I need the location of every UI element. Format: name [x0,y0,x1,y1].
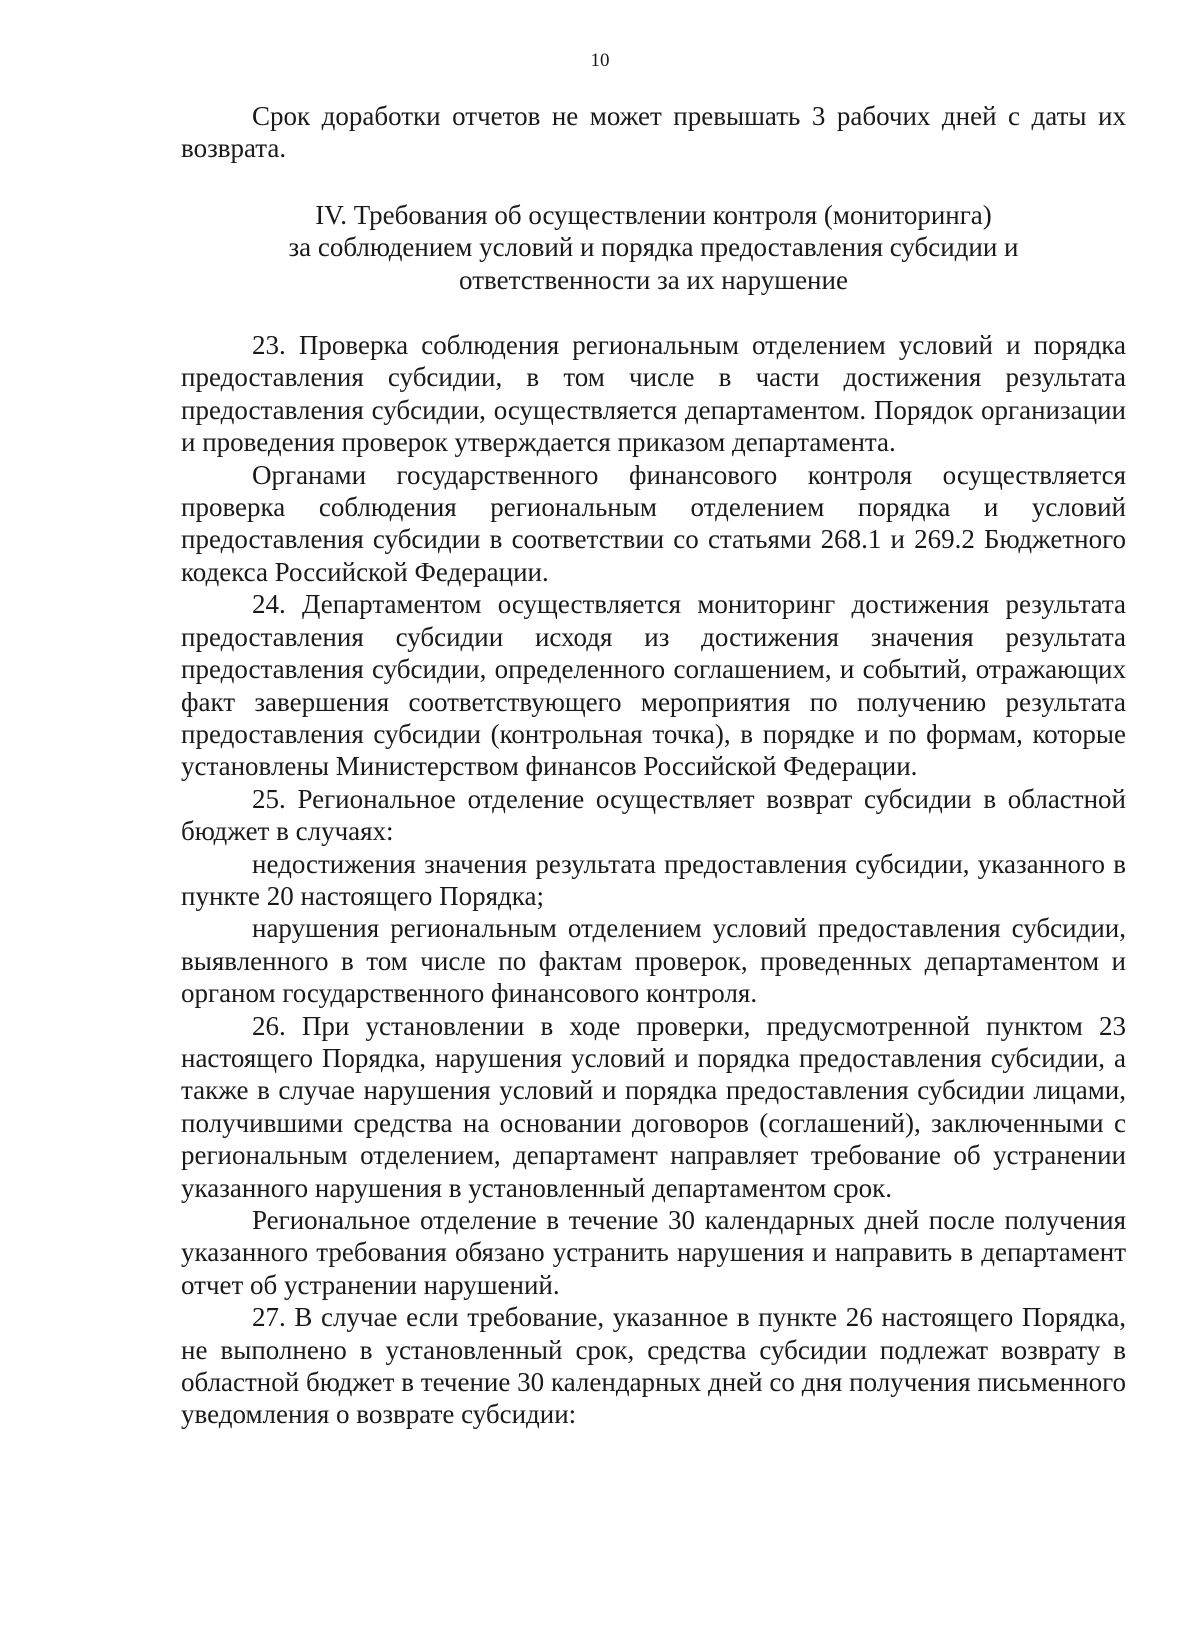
paragraph-25-case-2: нарушения региональным отделением условий предоставления субсидии, выявленного в том числе по фактам проверок, проведенных департаментом и органом государственного финансового контроля. [181,913,1126,1009]
paragraph-25: 25. Региональное отделение осуществляет возврат субсидии в областной бюджет в случаях: [181,783,1126,847]
paragraph-26-remedy: Региональное отделение в течение 30 календарных дней после получения указанного требования обязано устранить нарушения и направить в департамент отчет об устранении нарушений. [181,1205,1126,1300]
section-heading-line: ответственности за их нарушение [459,264,848,295]
intro-paragraph: Срок доработки отчетов не может превышать 3 рабочих дней с даты их возврата. [181,101,1126,164]
section-heading-line: за соблюдением условий и порядка предоставления субсидии и [288,232,1019,263]
paragraph-27: 27. В случае если требование, указанное в пункте 26 настоящего Порядка, не выполнено в установленный срок, средства субсидии подлежат возврату в областной бюджет в течение 30 календарных дней со дня получения письменного уведомления о возврате субсидии: [181,1302,1126,1430]
paragraph-23: 23. Проверка соблюдения региональным отделением условий и порядка предоставления субсидии, в том числе в части достижения результата предоставления субсидии, осуществляется департаментом. Порядок организации и проведения проверок утверждается приказом департамента. [181,330,1126,458]
paragraph-financial-control: Органами государственного финансового контроля осуществляется проверка соблюдения региональным отделением порядка и условий предоставления субсидии в соответствии со статьями 268.1 и 269.2 Бюджетного кодекса Российской Федерации. [181,459,1126,587]
paragraph-25-case-1: недостижения значения результата предоставления субсидии, указанного в пункте 20 настоящего Порядка; [181,848,1126,911]
section-heading [181,199,1126,296]
paragraph-24: 24. Департаментом осуществляется мониторинг достижения результата предоставления субсидии исходя из достижения значения результата предоставления субсидии, определенного соглашением, и событий, отражающих факт завершения соответствующего мероприятия по получению результата предоставления субсидии (контрольная точка), в порядке и по формам, которые установлены Министерством финансов Российской Федерации. [181,589,1126,782]
page-number: 10 [590,50,610,71]
paragraph-26: 26. При установлении в ходе проверки, предусмотренной пунктом 23 настоящего Порядка, нарушения условий и порядка предоставления субсидии, а также в случае нарушения условий и порядка предоставления субсидии лицами, получившими средства на основании договоров (соглашений), заключенными с региональным отделением, департамент направляет требование об устранении указанного нарушения в установленный департаментом срок. [181,1010,1126,1203]
section-heading-line: IV. Требования об осуществлении контроля (мониторинга) [315,199,992,230]
document-body [181,100,1126,1431]
